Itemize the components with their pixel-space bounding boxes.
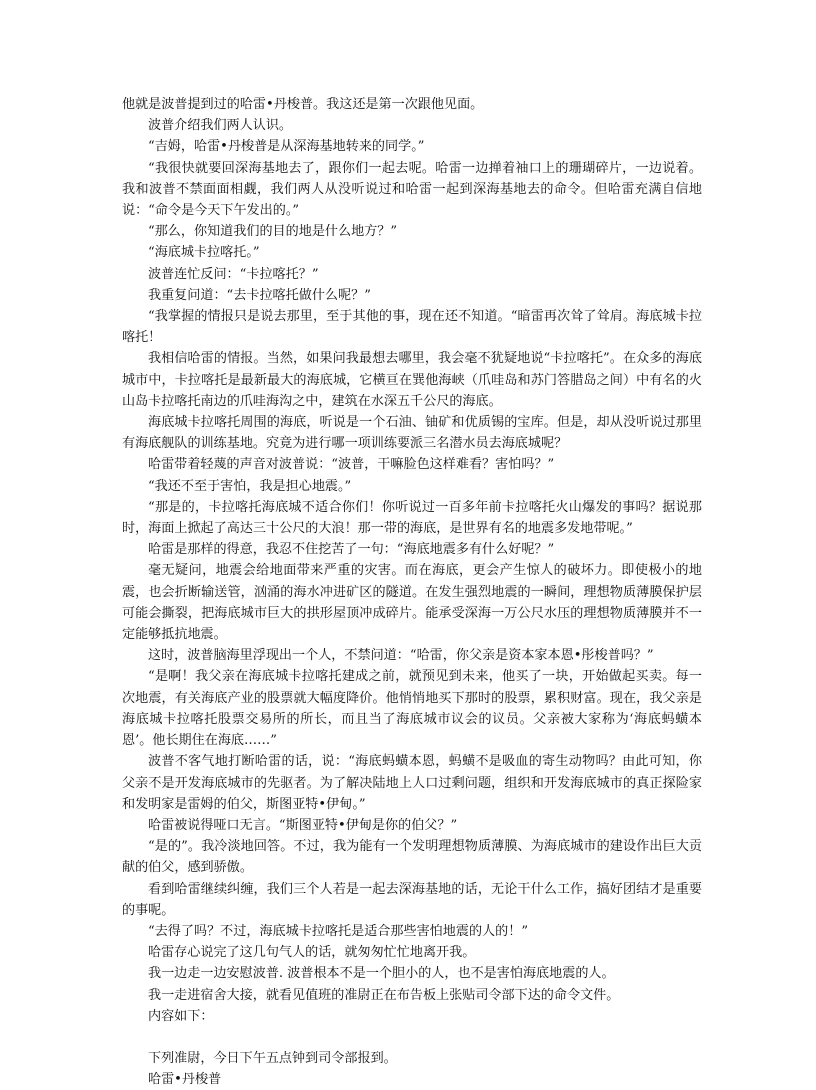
paragraph: 哈雷是那样的得意，我忍不住挖苦了一句：“海底地震多有什么好呢？” (148, 542, 555, 558)
paragraph: “是啊！我父亲在海底城卡拉喀托建成之前，就预见到未来，他买了一块，开始做起买卖。每一次地震，有关海底产业的股票就大幅度降价。他悄悄地买下那时的股票，累积财富。现在，我父亲是海底城卡拉喀托股票交易所的所长，而且当了海底城市议会的议员。父亲被大家称为‘海底蚂蟥本恩’。他长期住在海底……” (122, 669, 702, 749)
paragraph: “吉姆，哈雷•丹梭普是从深海基地转来的同学。” (148, 139, 425, 155)
document-page (122, 94, 702, 1090)
paragraph: 哈雷存心说完了这几句气人的话，就匆匆忙忙地离开我。 (148, 945, 476, 961)
paragraph: 下列准尉，今日下午五点钟到司令部报到。 (148, 1050, 397, 1066)
paragraph: 这时，波普脑海里浮现出一个人，不禁问道：“哈雷，你父亲是资本家本恩•彤梭普吗？” (148, 648, 654, 664)
paragraph: “去得了吗？不过，海底城卡拉喀托是适合那些害怕地震的人的！” (148, 923, 529, 939)
paragraph: 海底城卡拉喀托周围的海底，听说是一个石油、铀矿和优质锡的宝库。但是，却从没听说过那里有海底舰队的训练基地。究竟为进行哪一项训练要派三名潜水员去海底城呢？ (122, 415, 702, 452)
paragraph: “海底城卡拉喀托。” (148, 245, 260, 261)
paragraph: “是的”。我冷淡地回答。不过，我为能有一个发明理想物质薄膜、为海底城市的建设作出巨大贡献的伯父，感到骄傲。 (122, 839, 702, 876)
paragraph: 我重复问道：“去卡拉喀托做什么呢？” (148, 287, 371, 303)
paragraph: 哈雷带着轻蔑的声音对波普说：“波普，干嘛脸色这样难看？害怕吗？” (148, 457, 555, 473)
paragraph: 哈雷被说得哑口无言。“斯图亚特•伊甸是你的伯父？” (148, 817, 458, 833)
paragraph: 内容如下： (148, 1008, 214, 1024)
paragraph: 毫无疑问，地震会给地面带来严重的灾害。而在海底，更会产生惊人的破坏力。即使极小的地震，也会折断输送管，汹涌的海水冲进矿区的隧道。在发生强烈地震的一瞬间，理想物质薄膜保护层可能会撕裂，把海底城市巨大的拱形屋顶冲成碎片。能承受深海一万公尺水压的理想物质薄膜并不一定能够抵抗地震。 (122, 563, 702, 643)
paragraph: “我很快就要回深海基地去了，跟你们一起去呢。哈雷一边掸着袖口上的珊瑚碎片，一边说着。我和波普不禁面面相觑，我们两人从没听说过和哈雷一起到深海基地去的命令。但哈雷充满自信地说：“命令是今天下午发出的。” (122, 160, 702, 219)
paragraph: 我一走进宿舍大接，就看见值班的准尉正在布告板上张贴司令部下达的命令文件。 (148, 987, 620, 1003)
paragraph: 他就是波普提到过的哈雷•丹梭普。我这还是第一次跟他见面。 (122, 97, 484, 112)
paragraph: 波普不客气地打断哈雷的话，说：“海底蚂蟥本恩，蚂蟥不是吸血的寄生动物吗？由此可知，你父亲不是开发海底城市的先驱者。为了解决陆地上人口过剩问题，组织和开发海底城市的真正探险家和发明家是雷姆的伯父，斯图亚特•伊甸。” (122, 754, 702, 812)
paragraph: “我还不至于害怕，我是担心地震。” (148, 478, 352, 494)
paragraph: “我掌握的情报只是说去那里，至于其他的事，现在还不知道。“暗雷再次耸了耸肩。海底城卡拉喀托！ (122, 309, 702, 346)
paragraph: 我相信哈雷的情报。当然，如果问我最想去哪里，我会毫不犹疑地说“卡拉喀托”。在众多的海底城市中，卡拉喀托是最新最大的海底城，它横亘在巽他海峡（爪哇岛和苏门答腊岛之间）中有名的火山岛卡拉喀托南边的爪哇海沟之中，建筑在水深五千公尺的海底。 (122, 351, 702, 409)
blank-line (122, 1027, 702, 1048)
paragraph: “那么，你知道我们的目的地是什么地方？” (148, 224, 398, 240)
paragraph: 波普连忙反问：“卡拉喀托？” (148, 266, 319, 282)
paragraph: 我一边走一边安慰波普. 波普根本不是一个胆小的人，也不是害怕海底地震的人。 (148, 966, 615, 982)
paragraph: 哈雷•丹梭普 (148, 1072, 222, 1088)
paragraph: 波普介绍我们两人认识。 (148, 118, 293, 134)
paragraph: 看到哈雷继续纠缠，我们三个人若是一起去深海基地的话，无论干什么工作，搞好团结才是重要的事呢。 (122, 881, 702, 918)
paragraph: “那是的，卡拉喀托海底城不适合你们！你听说过一百多年前卡拉喀托火山爆发的事吗？据说那时，海面上掀起了高达三十公尺的大浪！那一带的海底，是世界有名的地震多发地带呢。” (122, 499, 702, 537)
